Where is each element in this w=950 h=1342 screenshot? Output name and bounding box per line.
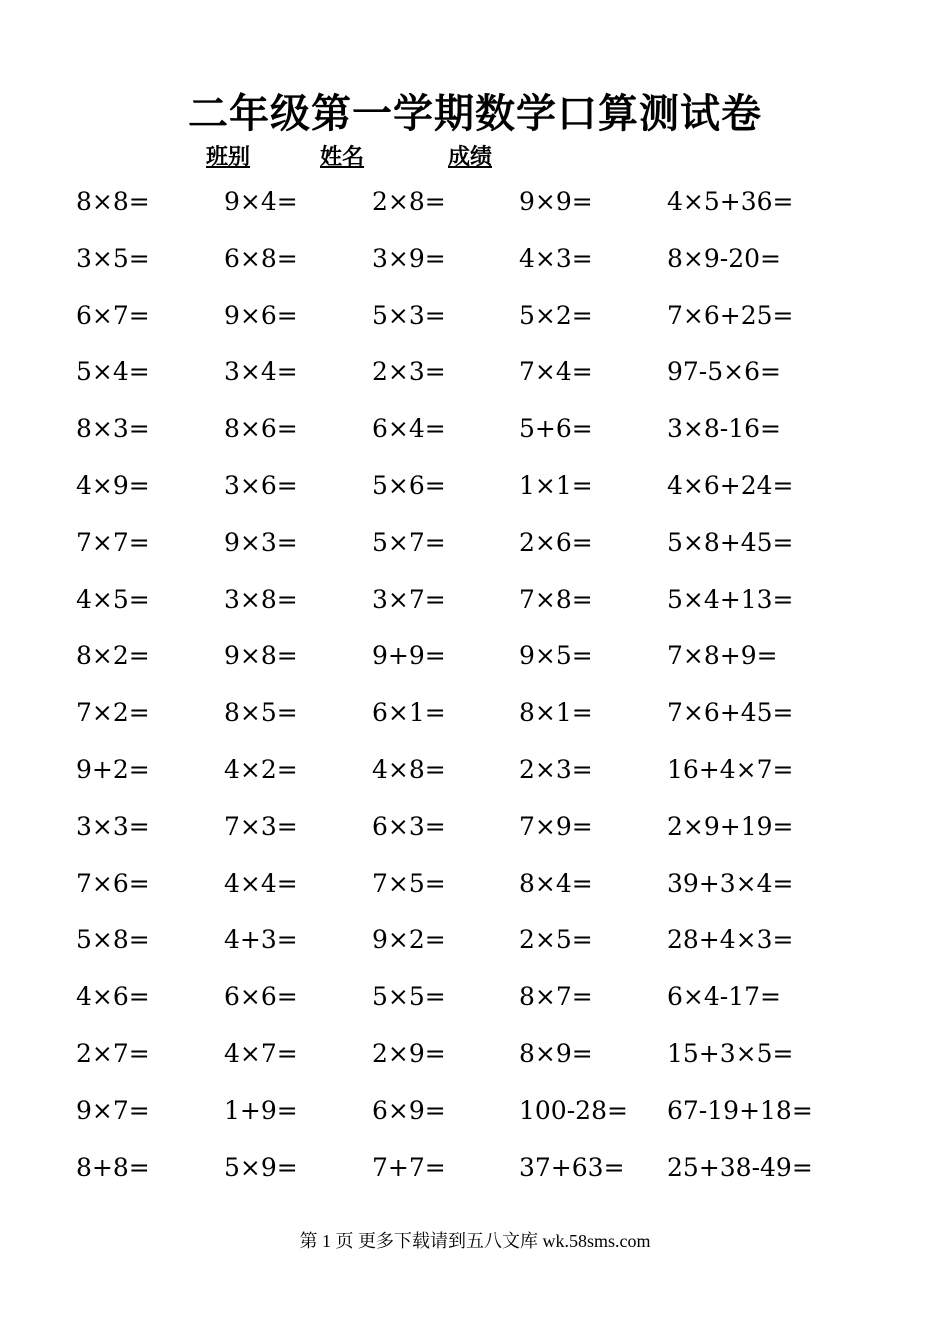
- problem-item: 8×6=: [224, 414, 298, 444]
- problem-item: 1×1=: [519, 470, 593, 500]
- problem-item: 8×4=: [519, 868, 593, 898]
- problem-row: [76, 811, 836, 868]
- problem-item: 97-5×6=: [667, 357, 781, 387]
- problem-item: 4+3=: [224, 925, 298, 955]
- problem-row: [76, 584, 836, 641]
- problem-item: 6×4=: [372, 414, 446, 444]
- problem-item: 7+7=: [372, 1152, 446, 1182]
- problem-item: 3×4=: [224, 357, 298, 387]
- problem-item: 7×3=: [224, 811, 298, 841]
- problem-item: 2×9=: [372, 1038, 446, 1068]
- problem-row: [76, 981, 836, 1038]
- problem-item: 2×7=: [76, 1038, 150, 1068]
- problem-row: [76, 470, 836, 527]
- problem-item: 9×4=: [224, 187, 298, 216]
- problem-item: 7×8=: [519, 584, 593, 614]
- problem-item: 5×2=: [519, 300, 593, 330]
- problem-item: 7×6+25=: [667, 300, 794, 330]
- problem-row: [76, 300, 836, 357]
- problem-item: 1+9=: [224, 1095, 298, 1125]
- problem-item: 4×7=: [224, 1038, 298, 1068]
- problem-item: 2×8=: [372, 187, 446, 216]
- problem-item: 8×5=: [224, 698, 298, 728]
- problem-item: 6×9=: [372, 1095, 446, 1125]
- problem-item: 4×2=: [224, 754, 298, 784]
- problem-row: [76, 413, 836, 470]
- problem-item: 6×8=: [224, 243, 298, 273]
- problem-item: 3×5=: [76, 243, 150, 273]
- problem-item: 8×3=: [76, 414, 150, 444]
- problem-item: 7×4=: [519, 357, 593, 387]
- problem-item: 39+3×4=: [667, 868, 794, 898]
- name-label: 姓名: [320, 145, 365, 170]
- problem-item: 2×6=: [519, 527, 593, 557]
- problem-item: 7×6=: [76, 868, 150, 898]
- problem-item: 2×3=: [519, 754, 593, 784]
- problem-item: 4×5+36=: [667, 187, 794, 216]
- problem-item: 5+6=: [519, 414, 593, 444]
- problem-item: 6×4-17=: [667, 982, 781, 1012]
- problem-item: 7×7=: [76, 527, 150, 557]
- problem-item: 9+9=: [372, 641, 446, 671]
- problem-row: [76, 186, 836, 243]
- problem-item: 5×4+13=: [667, 584, 794, 614]
- problem-item: 3×7=: [372, 584, 446, 614]
- problem-item: 9×3=: [224, 527, 298, 557]
- problem-item: 25+38-49=: [667, 1152, 813, 1182]
- problem-item: 7×5=: [372, 868, 446, 898]
- problem-item: 5×7=: [372, 527, 446, 557]
- problem-item: 7×6+45=: [667, 698, 794, 728]
- problem-row: [76, 697, 836, 754]
- problem-item: 8×2=: [76, 641, 150, 671]
- problem-item: 67-19+18=: [667, 1095, 813, 1125]
- problem-item: 3×6=: [224, 470, 298, 500]
- problem-item: 6×7=: [76, 300, 150, 330]
- problem-item: 8×9-20=: [667, 243, 781, 273]
- problem-item: 4×8=: [372, 754, 446, 784]
- problem-item: 2×3=: [372, 357, 446, 387]
- problem-item: 3×3=: [76, 811, 150, 841]
- problem-row: [76, 527, 836, 584]
- student-info-line: [206, 143, 492, 173]
- problem-row: [76, 1152, 836, 1209]
- problem-row: [76, 356, 836, 413]
- problem-item: 5×5=: [372, 982, 446, 1012]
- problem-row: [76, 1038, 836, 1095]
- problem-row: [76, 868, 836, 925]
- problem-item: 4×4=: [224, 868, 298, 898]
- problem-item: 4×9=: [76, 470, 150, 500]
- problem-item: 4×3=: [519, 243, 593, 273]
- problem-row: [76, 640, 836, 697]
- problem-item: 3×8=: [224, 584, 298, 614]
- problem-item: 2×9+19=: [667, 811, 794, 841]
- problem-item: 4×5=: [76, 584, 150, 614]
- problem-item: 6×1=: [372, 698, 446, 728]
- problem-item: 5×8=: [76, 925, 150, 955]
- problem-item: 15+3×5=: [667, 1038, 794, 1068]
- problem-item: 37+63=: [519, 1152, 625, 1182]
- problem-row: [76, 924, 836, 981]
- problem-item: 5×4=: [76, 357, 150, 387]
- problem-item: 4×6=: [76, 982, 150, 1012]
- page-title: 二年级第一学期数学口算测试卷: [188, 90, 762, 137]
- problem-item: 6×3=: [372, 811, 446, 841]
- score-label: 成绩: [448, 145, 493, 170]
- problem-item: 8×1=: [519, 698, 593, 728]
- problem-item: 7×8+9=: [667, 641, 778, 671]
- problem-item: 9×5=: [519, 641, 593, 671]
- problem-grid: [76, 186, 836, 1208]
- page-footer: 第 1 页 更多下载请到五八文库 wk.58sms.com: [299, 1231, 651, 1251]
- problem-item: 8×7=: [519, 982, 593, 1012]
- score-field[interactable]: [448, 143, 492, 173]
- problem-item: 9+2=: [76, 754, 150, 784]
- problem-item: 9×2=: [372, 925, 446, 955]
- problem-item: 5×8+45=: [667, 527, 794, 557]
- problem-item: 7×2=: [76, 698, 150, 728]
- problem-item: 9×6=: [224, 300, 298, 330]
- problem-item: 8×8=: [76, 187, 150, 216]
- problem-row: [76, 243, 836, 300]
- problem-row: [76, 1095, 836, 1152]
- problem-item: 9×9=: [519, 187, 593, 216]
- problem-item: 9×8=: [224, 641, 298, 671]
- problem-item: 5×9=: [224, 1152, 298, 1182]
- problem-item: 8+8=: [76, 1152, 150, 1182]
- problem-item: 28+4×3=: [667, 925, 794, 955]
- problem-item: 3×9=: [372, 243, 446, 273]
- problem-item: 2×5=: [519, 925, 593, 955]
- problem-item: 4×6+24=: [667, 470, 794, 500]
- name-field[interactable]: [320, 143, 448, 173]
- class-label: 班别: [206, 145, 251, 170]
- class-field[interactable]: [206, 143, 320, 173]
- problem-item: 100-28=: [519, 1095, 628, 1125]
- problem-item: 5×3=: [372, 300, 446, 330]
- problem-item: 3×8-16=: [667, 414, 781, 444]
- problem-item: 16+4×7=: [667, 754, 794, 784]
- problem-item: 9×7=: [76, 1095, 150, 1125]
- problem-item: 8×9=: [519, 1038, 593, 1068]
- problem-item: 7×9=: [519, 811, 593, 841]
- problem-row: [76, 754, 836, 811]
- problem-item: 6×6=: [224, 982, 298, 1012]
- problem-item: 5×6=: [372, 470, 446, 500]
